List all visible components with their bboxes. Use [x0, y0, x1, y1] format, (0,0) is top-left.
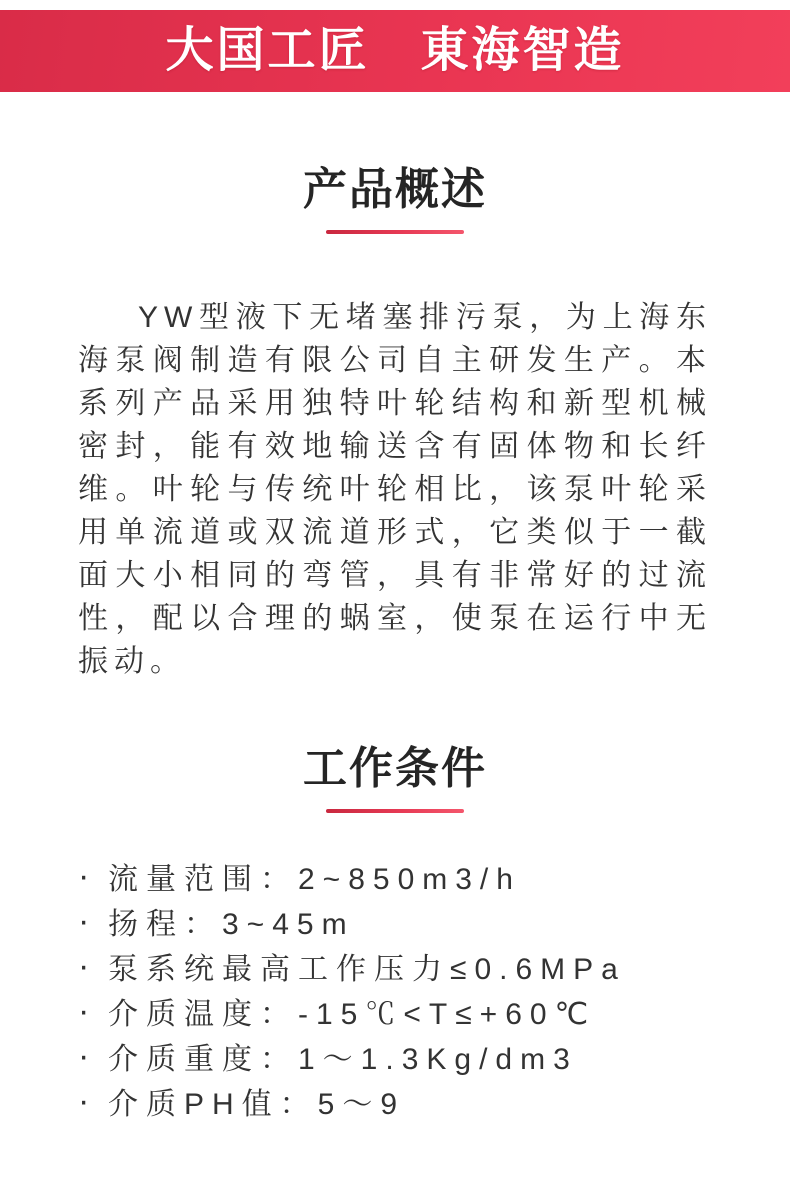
spec-item-medium-density: [78, 1033, 750, 1078]
spec-text: 介质温度：-15℃<T≤+60℃: [108, 997, 597, 1031]
banner-slogan: 大国工匠 東海智造: [165, 24, 625, 77]
spec-item-medium-temperature: [78, 988, 750, 1033]
spec-text: 扬程：3~45m: [108, 907, 355, 941]
bullet-dot: ·: [78, 901, 90, 940]
bullet-dot: ·: [78, 991, 90, 1030]
bullet-dot: ·: [78, 1036, 90, 1075]
spec-item-flow-range: [78, 853, 750, 898]
title-underline-decoration: [326, 809, 464, 813]
bullet-dot: ·: [78, 946, 90, 985]
product-description: YW型液下无堵塞排污泵，为上海东海泵阀制造有限公司自主研发生产。本系列产品采用独特叶轮结构和新型机械密封，能有效地输送含有固体物和长纤维。叶轮与传统叶轮相比，该泵叶轮采用单流道或双流道形式，它类似于一截面大小相同的弯管，具有非常好的过流性，配以合理的蜗室，使泵在运行中无振动。: [78, 301, 712, 678]
title-underline-decoration: [326, 230, 464, 234]
spec-item-medium-ph: [78, 1078, 750, 1123]
spec-text: 介质PH值：5～9: [108, 1087, 406, 1121]
spec-text: 介质重度：1～1.3Kg/dm3: [108, 1042, 578, 1076]
working-conditions-list: [78, 853, 750, 1123]
spec-item-head: [78, 898, 750, 943]
top-banner: [0, 10, 790, 92]
spec-item-max-pressure: [78, 943, 750, 988]
bullet-dot: ·: [78, 1081, 90, 1120]
section-title-working-conditions: 工作条件: [303, 744, 487, 793]
spec-text: 流量范围：2~850m3/h: [108, 862, 521, 896]
spec-text: 泵系统最高工作压力≤0.6MPa: [108, 952, 626, 986]
bullet-dot: ·: [78, 856, 90, 895]
section-title-product-overview: 产品概述: [303, 165, 487, 214]
